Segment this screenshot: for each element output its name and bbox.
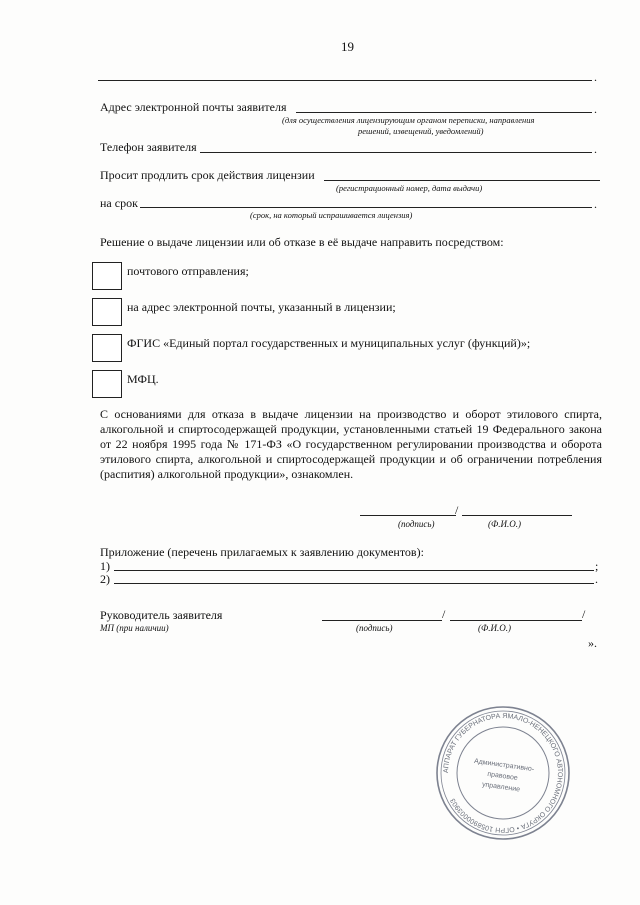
attachment-2-num: 2) (100, 572, 110, 586)
head-fio-field[interactable] (450, 620, 582, 621)
phone-label: Телефон заявителя (100, 140, 197, 154)
stamp-ring-text: АППАРАТ ГУБЕРНАТОРА ЯМАЛО-НЕНЕЦКОГО АВТОНОМНОГО ОКРУГА • ОГРН 1058900003903 (442, 712, 564, 834)
phone-line-dot: . (594, 142, 597, 156)
option-post-checkbox[interactable] (92, 262, 122, 290)
extend-note: (регистрационный номер, дата выдачи) (336, 183, 483, 193)
phone-field[interactable] (200, 152, 592, 153)
page-number: 19 (341, 39, 354, 54)
attachment-1-end: ; (595, 559, 599, 573)
ack-fio-label: (Ф.И.О.) (488, 519, 521, 529)
official-stamp (433, 703, 573, 843)
term-field[interactable] (140, 207, 592, 208)
stamp-center-2: правовое (486, 770, 519, 783)
ack-fio-field[interactable] (462, 515, 572, 516)
option-post-label: почтового отправления; (127, 264, 249, 278)
term-line-dot: . (594, 197, 597, 211)
attachments-heading: Приложение (перечень прилагаемых к заявлению документов): (100, 545, 424, 559)
head-signature-field[interactable] (322, 620, 442, 621)
email-field[interactable] (296, 112, 592, 113)
email-note-1: (для осуществления лицензирующим органом переписки, направления (282, 115, 535, 125)
top-blank-line[interactable] (98, 80, 592, 81)
acknowledgement-text: С основаниями для отказа в выдаче лицензии на производство и оборот этилового спирта, алкогольной и спиртосодержащей продукции, установленными статьей 19 Федерального закона от 22 ноября 1995 года № 171-ФЗ «О государственном регулировании производства и оборота этилового спирта, алкогольной и спиртосодержащей продукции и об ограничении потребления (распития) алкогольной продукции», ознакомлен. (100, 407, 602, 481)
email-label: Адрес электронной почты заявителя (100, 100, 287, 114)
option-email-checkbox[interactable] (92, 298, 122, 326)
term-note: (срок, на который испрашивается лицензия) (250, 210, 413, 220)
mp-label: МП (при наличии) (100, 623, 169, 633)
ack-slash: / (455, 503, 459, 517)
email-line-dot: . (594, 102, 597, 116)
term-label: на срок (100, 196, 138, 210)
option-gosuslugi-checkbox[interactable] (92, 334, 122, 362)
stamp-center-3: управление (481, 781, 521, 794)
option-gosuslugi-label: ФГИС «Единый портал государственных и муниципальных услуг (функций)»; (127, 336, 531, 350)
option-mfc-label: МФЦ. (127, 372, 159, 386)
head-label: Руководитель заявителя (100, 608, 223, 622)
top-line-dot: . (594, 70, 597, 84)
stamp-center-1: Административно- (473, 757, 535, 774)
ack-signature-label: (подпись) (398, 519, 435, 529)
attachment-1-field[interactable] (114, 570, 594, 571)
attachment-1-num: 1) (100, 559, 110, 573)
attachment-2-end: . (595, 572, 598, 586)
option-mfc-checkbox[interactable] (92, 370, 122, 398)
head-signature-label: (подпись) (356, 623, 393, 633)
head-fio-label: (Ф.И.О.) (478, 623, 511, 633)
option-email-label: на адрес электронной почты, указанный в лицензии; (127, 300, 396, 314)
closing-quote: ». (588, 636, 597, 650)
ack-signature-field[interactable] (360, 515, 456, 516)
attachment-2-field[interactable] (114, 583, 594, 584)
delivery-heading: Решение о выдаче лицензии или об отказе в её выдаче направить посредством: (100, 235, 504, 249)
license-number-field[interactable] (324, 180, 600, 181)
head-slash-1: / (442, 607, 446, 621)
email-note-2: решений, извещений, уведомлений) (358, 126, 484, 136)
head-slash-2: / (582, 607, 586, 621)
extend-label: Просит продлить срок действия лицензии (100, 168, 315, 182)
